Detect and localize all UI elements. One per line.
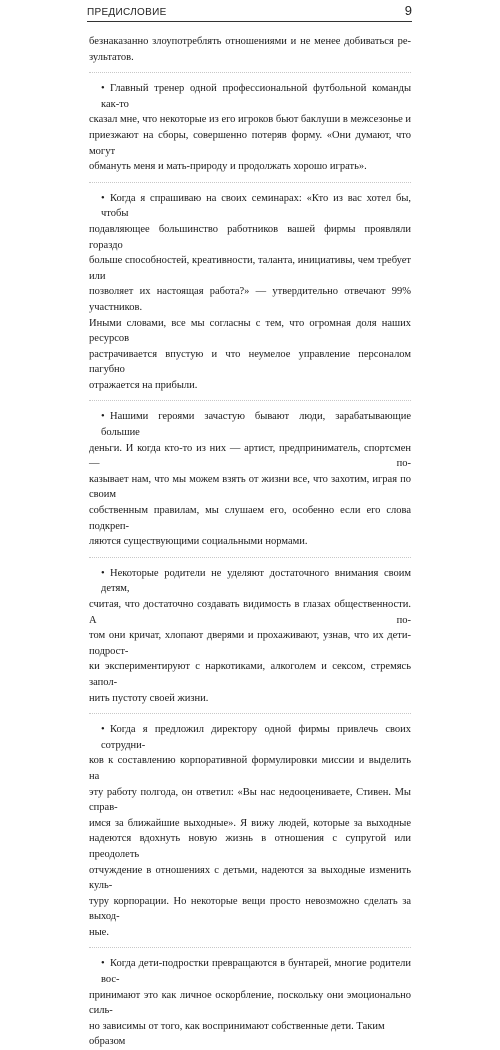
bullet-paragraph — [89, 409, 411, 549]
paragraph-divider — [89, 182, 411, 184]
text-line: том они кричат, хлопают дверями и прохаживают, узнав, что их дети-подрост- — [89, 630, 411, 657]
bullet-paragraph — [89, 956, 411, 1050]
text-line: нить пустоту своей жизни. — [89, 692, 209, 704]
text-line: ки экспериментируют с наркотиками, алкоголем и сексом, стремясь запол- — [89, 661, 411, 688]
paragraph-divider — [89, 72, 411, 74]
text-line: имся за ближайшие выходные». Я вижу людей, которые за выходные — [89, 817, 411, 829]
text-line: позволяет их настоящая работа?» — утвердительно отвечают 99% участников. — [89, 286, 411, 313]
text-line: деньги. И когда кто-то из них — артист, предприниматель, спортсмен — по- — [89, 442, 411, 470]
bullet-paragraph — [89, 722, 411, 940]
text-line-content: Нашими героями зачастую бывают люди, зарабатывающие большие — [101, 411, 411, 439]
text-line: ков к составлению корпоративной формулировки миссии и выделить на — [89, 755, 411, 782]
text-line: отражается на прибыли. — [89, 379, 198, 391]
text-line-content: Когда дети-подростки превращаются в бунтарей, многие родители вос- — [101, 958, 411, 986]
bullet-mark: • — [101, 724, 105, 736]
text-line: зультатов. — [89, 51, 134, 63]
bullet-mark: • — [101, 567, 105, 579]
text-line: отчуждение в отношениях с детьми, надеются за выходные изменить куль- — [89, 864, 411, 892]
text-line: надеются вдохнуть новую жизнь в отношения с супругой или преодолеть — [89, 833, 411, 860]
text-line: туру корпорации. Но некоторые вещи просто невозможно сделать за выход- — [89, 895, 411, 923]
text-line: сказал мне, что некоторые из его игроков бьют баклуши в межсезонье и — [89, 114, 412, 126]
paragraph-divider — [89, 557, 411, 559]
text-line — [89, 81, 411, 112]
bullet-paragraph — [89, 81, 411, 175]
text-line-content: Некоторые родители не уделяют достаточного внимания своим детям, — [101, 567, 411, 595]
text-line: Иными словами, все мы согласны с тем, что огромная доля наших ресурсов — [89, 317, 411, 345]
text-line: считая, что достаточно создавать видимость в глазах общественности. А пo- — [89, 599, 411, 626]
bullet-mark: • — [101, 958, 105, 970]
chapter-title: ПРЕДИСЛОВИЕ — [87, 7, 167, 18]
text-line — [89, 956, 411, 987]
bullet-mark: • — [101, 83, 105, 95]
bullet-mark: • — [101, 411, 105, 423]
text-line: ляются существующими социальными нормами. — [89, 536, 308, 548]
text-line: ные. — [89, 926, 109, 938]
text-line: приезжают на сборы, совершенно потеряв форму. «Они думают, что могут — [89, 129, 411, 157]
bullet-paragraph — [89, 566, 411, 706]
text-line — [89, 191, 411, 222]
page-number: 9 — [404, 3, 412, 18]
text-line: обмануть меня и мать-природу и продолжать хорошо играть». — [89, 161, 367, 173]
page-body — [89, 34, 411, 1050]
text-line: эту работу полгода, он ответил: «Вы нас недооцениваете, Стивен. Мы справ- — [89, 786, 411, 814]
text-line: безнаказанно злоупотреблять отношениями и не менее добиваться ре- — [89, 36, 411, 47]
text-line: собственным правилам, мы слушаем его, особенно если его слова подкреп- — [89, 505, 411, 532]
paragraph-divider — [89, 400, 411, 402]
text-line: принимают это как личное оскорбление, поскольку они эмоционально силь- — [89, 989, 411, 1017]
text-line: но зависимы от того, как воспринимают собственные дети. Таким образом — [89, 1020, 385, 1048]
running-header — [87, 3, 412, 22]
bullet-paragraph — [89, 191, 411, 394]
text-line: казывает нам, что мы можем взять от жизни все, что захотим, играя по своим — [89, 473, 411, 501]
text-line — [89, 566, 411, 597]
text-line: растрачивается впустую и что неумелое управление персоналом пагубно — [89, 348, 411, 376]
text-line — [89, 409, 411, 440]
text-line-content: Когда я предложил директору одной фирмы привлечь своих сотрудни- — [101, 724, 411, 751]
paragraph — [89, 34, 411, 65]
text-line: подавляющее большинство работников вашей фирмы проявляли гораздо — [89, 223, 411, 251]
text-line-content: Когда я спрашиваю на своих семинарах: «Кто из вас хотел бы, чтобы — [101, 192, 411, 220]
text-line — [89, 722, 411, 753]
paragraph-divider — [89, 713, 411, 715]
bullet-mark: • — [101, 192, 105, 204]
text-line: больше способностей, креативности, таланта, инициативы, чем требует или — [89, 255, 411, 282]
text-line-content: Главный тренер одной профессиональной футбольной команды как-то — [101, 83, 411, 110]
paragraph-divider — [89, 947, 411, 949]
